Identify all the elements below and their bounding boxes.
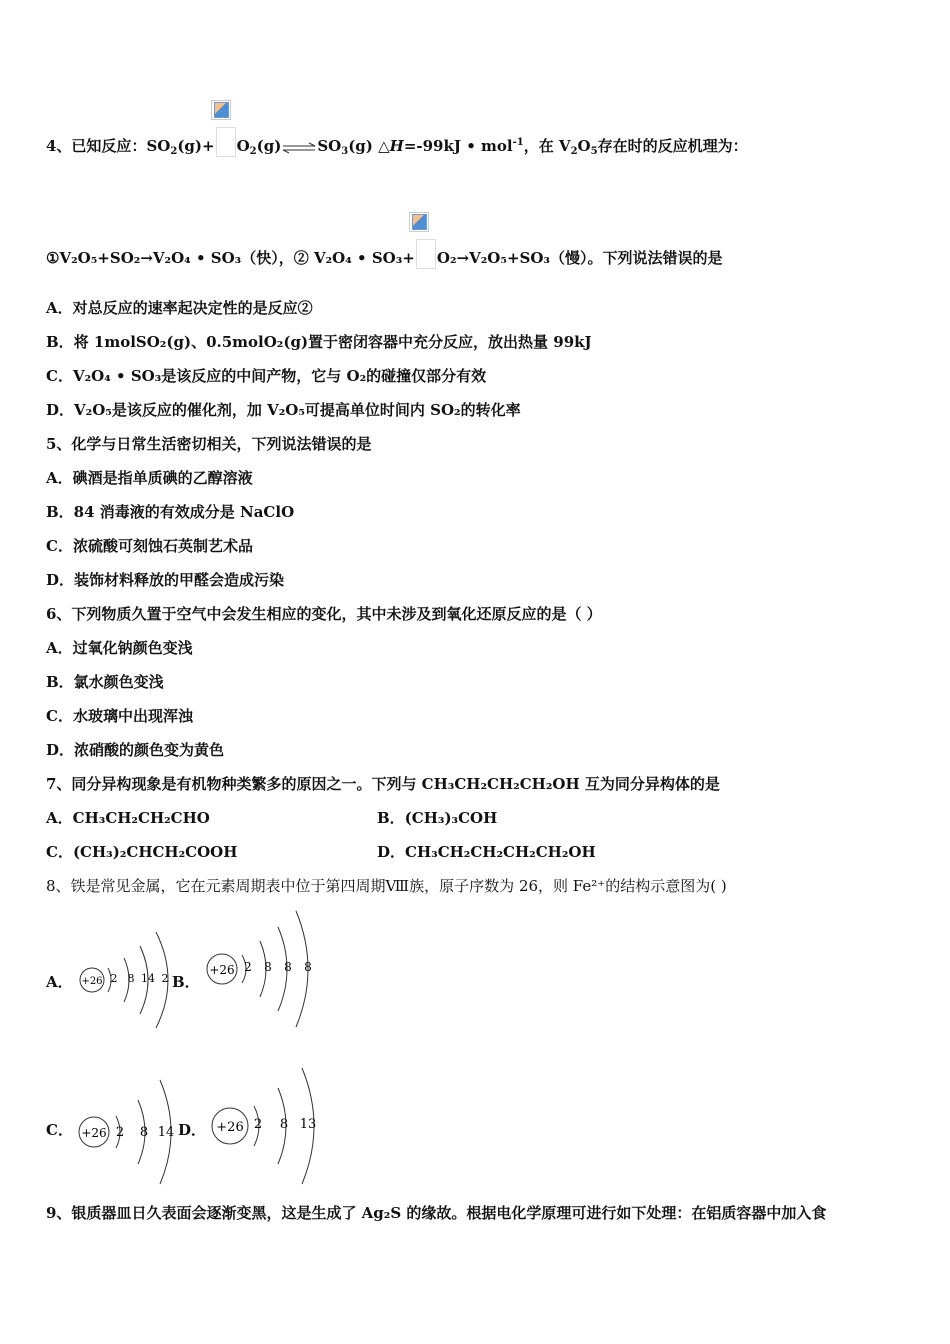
q4-stem-line1: 4、已知反应：$SO_2(g)+ O_2(g)$ $SO_3(g)$ △H=-99kJ • mol$^{-1}$，在 $V_2O_5$存在时的反应机理为： bbox=[46, 127, 748, 162]
svg-text:8: 8 bbox=[127, 972, 135, 985]
q5-stem: 5、化学与日常生活密切相关，下列说法错误的是 bbox=[46, 435, 372, 453]
q8-label-a: A． bbox=[46, 973, 73, 991]
image-placeholder-icon bbox=[211, 100, 231, 120]
svg-text:8: 8 bbox=[139, 1125, 149, 1140]
svg-text:2: 2 bbox=[115, 1125, 125, 1140]
svg-text:8: 8 bbox=[264, 960, 272, 974]
q6-option-c: C．水玻璃中出现浑浊 bbox=[46, 707, 193, 725]
q4-option-a: A．对总反应的速率起决定性的是反应② bbox=[46, 299, 313, 317]
q8-label-b: B． bbox=[172, 973, 200, 991]
q4-option-c: C．V₂O₄ • SO₃是该反应的中间产物，它与 O₂的碰撞仅部分有效 bbox=[46, 367, 487, 385]
q4-option-b: B．将 1molSO₂(g)、0.5molO₂(g)置于密闭容器中充分反应，放出热量 99kJ bbox=[46, 333, 592, 351]
svg-text:14: 14 bbox=[157, 1125, 175, 1140]
q8-label-d: D． bbox=[178, 1121, 207, 1139]
q4-option-d: D．V₂O₅是该反应的催化剂，加 V₂O₅可提高单位时间内 SO₂的转化率 bbox=[46, 401, 521, 419]
svg-text:+26: +26 bbox=[216, 1120, 244, 1135]
svg-text:+26: +26 bbox=[81, 1126, 107, 1140]
atom-diagram-a bbox=[74, 920, 174, 1040]
image-placeholder-icon bbox=[409, 212, 429, 232]
q7-option-c: C．(CH₃)₂CHCH₂COOH bbox=[46, 843, 238, 861]
q5-option-a: A．碘酒是指单质碘的乙醇溶液 bbox=[46, 469, 253, 487]
q5-option-d: D．装饰材料释放的甲醛会造成污染 bbox=[46, 571, 285, 589]
svg-text:8: 8 bbox=[284, 960, 292, 974]
q4-stem-line2: ①V₂O₅+SO₂→V₂O₄ • SO₃（快），② V₂O₄ • SO₃+ O₂→V₂O₅+SO₃（慢）。下列说法错误的是 bbox=[46, 239, 722, 269]
svg-text:8: 8 bbox=[279, 1117, 289, 1132]
svg-text:14: 14 bbox=[141, 972, 155, 985]
q6-option-a: A．过氧化钠颜色变浅 bbox=[46, 639, 193, 657]
q8-label-c: C． bbox=[46, 1121, 73, 1139]
q6-stem: 6、下列物质久置于空气中会发生相应的变化，其中未涉及到氧化还原反应的是（ ） bbox=[46, 605, 602, 623]
atom-diagram-d bbox=[208, 1062, 328, 1192]
fraction-blank bbox=[416, 239, 436, 269]
q7-option-d: D．CH₃CH₂CH₂CH₂CH₂OH bbox=[377, 843, 596, 861]
svg-text:2: 2 bbox=[253, 1117, 263, 1132]
svg-text:+26: +26 bbox=[81, 976, 103, 987]
atom-diagram-b bbox=[200, 905, 320, 1035]
svg-text:2: 2 bbox=[110, 972, 118, 985]
svg-text:2: 2 bbox=[244, 960, 252, 974]
equilibrium-arrow-icon bbox=[281, 141, 317, 155]
q8-stem: 8、铁是常见金属，它在元素周期表中位于第四周期Ⅷ族，原子序数为 26，则 Fe²⁺的结构示意图为( ) bbox=[46, 877, 727, 895]
svg-text:13: 13 bbox=[299, 1117, 317, 1132]
q6-option-b: B．氯水颜色变浅 bbox=[46, 673, 164, 691]
q5-option-b: B．84 消毒液的有效成分是 NaClO bbox=[46, 503, 295, 521]
q7-option-a: A．CH₃CH₂CH₂CHO bbox=[46, 809, 210, 827]
svg-text:8: 8 bbox=[304, 960, 312, 974]
q7-option-b: B．(CH₃)₃COH bbox=[377, 809, 498, 827]
svg-text:2: 2 bbox=[161, 972, 169, 985]
q9-stem: 9、银质器皿日久表面会逐渐变黑，这是生成了 Ag₂S 的缘故。根据电化学原理可进行如下处理：在铝质容器中加入食 bbox=[46, 1204, 827, 1222]
q7-stem: 7、同分异构现象是有机物种类繁多的原因之一。下列与 CH₃CH₂CH₂CH₂OH 互为同分异构体的是 bbox=[46, 775, 720, 793]
svg-text:+26: +26 bbox=[209, 963, 235, 977]
q6-option-d: D．浓硝酸的颜色变为黄色 bbox=[46, 741, 225, 759]
q5-option-c: C．浓硫酸可刻蚀石英制艺术品 bbox=[46, 537, 253, 555]
fraction-blank bbox=[216, 127, 236, 157]
atom-diagram-c bbox=[74, 1072, 184, 1192]
